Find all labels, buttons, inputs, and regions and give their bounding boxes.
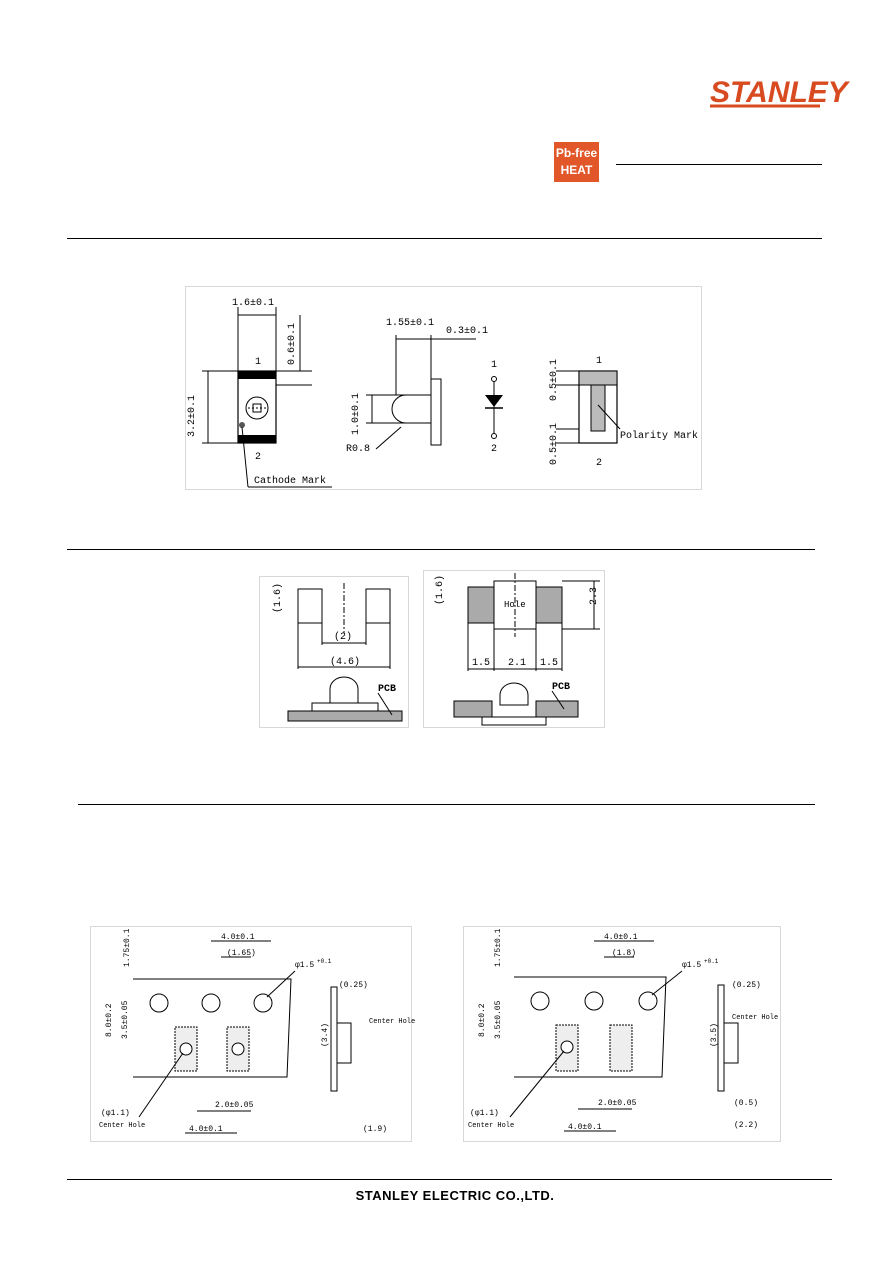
- mount-left-gap: (2): [334, 632, 353, 643]
- badge-line-1: Pb-free: [555, 146, 598, 160]
- mount-right-pcb: PCB: [552, 682, 571, 693]
- tl-small-hole: (φ1.1): [101, 1109, 130, 1118]
- tl-hole-tol: +0.1: [317, 958, 332, 965]
- tl-edge: 1.75±0.1: [123, 928, 132, 967]
- mounting-left-panel: [259, 576, 409, 728]
- tr-hole-tol: +0.1: [704, 958, 719, 965]
- tr-pitch-bottom: 4.0±0.1: [568, 1123, 602, 1132]
- tl-width: 8.0±0.2: [105, 1003, 114, 1037]
- tl-t2: (3.4): [321, 1022, 330, 1047]
- dim-height: 3.2±0.1: [187, 394, 198, 437]
- dim-side-length: 1.55±0.1: [386, 318, 435, 329]
- tl-pitch-bottom: 4.0±0.1: [189, 1125, 223, 1134]
- tl-pitch: 4.0±0.1: [221, 933, 255, 942]
- tl-t1: (0.25): [339, 981, 368, 990]
- mount-right-h2: 2.3: [589, 586, 600, 605]
- mount-left-total: (4.6): [330, 657, 361, 668]
- tl-center-hole-left: Center Hole: [99, 1122, 146, 1130]
- tr-hole: φ1.5: [682, 961, 702, 970]
- polarity-mark-label: Polarity Mark: [620, 431, 699, 442]
- back-pin-1: 1: [596, 356, 603, 367]
- pin-2-label: 2: [255, 452, 262, 463]
- dim-polarity-bottom: 0.5±0.1: [549, 422, 560, 465]
- dim-lens: 1.0±0.1: [351, 392, 362, 435]
- cathode-mark-label: Cathode Mark: [254, 476, 327, 487]
- tl-center-hole-right: Center Hole: [369, 1018, 416, 1026]
- tr-width: 8.0±0.2: [478, 1003, 487, 1037]
- tr-t2: (3.5): [710, 1022, 719, 1047]
- mount-right-w3: 1.5: [540, 658, 559, 669]
- back-pin-2: 2: [596, 458, 603, 469]
- tl-p2: 2.0±0.05: [215, 1101, 254, 1110]
- tr-p18: (1.8): [612, 949, 637, 958]
- tl-depth: (1.9): [363, 1125, 388, 1134]
- svg-text:STANLEY: STANLEY: [710, 76, 848, 109]
- section-divider-2: [67, 549, 815, 550]
- outline-drawing-panel: [185, 286, 702, 490]
- dim-width: 1.6±0.1: [232, 298, 275, 309]
- mount-right-w2: 2.1: [508, 658, 527, 669]
- tr-t1: (0.25): [732, 981, 761, 990]
- outline-drawing: [186, 287, 701, 489]
- mounting-right-panel: [423, 570, 605, 728]
- symbol-pin-1: 1: [491, 360, 498, 371]
- section-divider-1: [67, 238, 822, 239]
- mount-right-w1: 1.5: [472, 658, 491, 669]
- tr-small-hole: (φ1.1): [470, 1109, 499, 1118]
- mount-right-height: (1.6): [435, 574, 446, 605]
- badge-line-2: HEAT: [560, 163, 593, 177]
- tr-p2: 2.0±0.05: [598, 1099, 637, 1108]
- section-divider-3: [78, 804, 815, 805]
- dim-polarity-top: 0.5±0.1: [549, 358, 560, 401]
- dim-side-tab: 0.3±0.1: [446, 326, 489, 337]
- tl-offset: 3.5±0.05: [121, 1000, 130, 1039]
- mount-left-pcb: PCB: [378, 684, 397, 695]
- tl-p165: (1.65): [227, 949, 256, 958]
- stanley-logo: [708, 68, 848, 110]
- mount-left-height: (1.6): [273, 582, 284, 613]
- tr-depth: (2.2): [734, 1121, 759, 1130]
- tr-offset: 3.5±0.05: [494, 1000, 503, 1039]
- tr-t3: (0.5): [734, 1099, 759, 1108]
- taping-right-panel: [463, 926, 781, 1142]
- dim-top-gap: 0.6±0.1: [287, 322, 298, 365]
- header-short-rule: [616, 164, 822, 165]
- mount-right-hole: Hole: [504, 600, 526, 610]
- taping-left-panel: [90, 926, 416, 1142]
- tr-pitch: 4.0±0.1: [604, 933, 638, 942]
- dim-radius: R0.8: [346, 444, 371, 455]
- tr-center-hole-left: Center Hole: [468, 1122, 515, 1130]
- tl-hole: φ1.5: [295, 961, 315, 970]
- symbol-pin-2: 2: [491, 444, 498, 455]
- footer-rule: [67, 1179, 832, 1180]
- footer-company: STANLEY ELECTRIC CO.,LTD.: [355, 1188, 555, 1203]
- pin-1-label: 1: [255, 357, 262, 368]
- tr-center-hole-right: Center Hole: [732, 1014, 779, 1022]
- pb-free-heat-badge: [554, 142, 599, 182]
- tr-edge: 1.75±0.1: [494, 928, 503, 967]
